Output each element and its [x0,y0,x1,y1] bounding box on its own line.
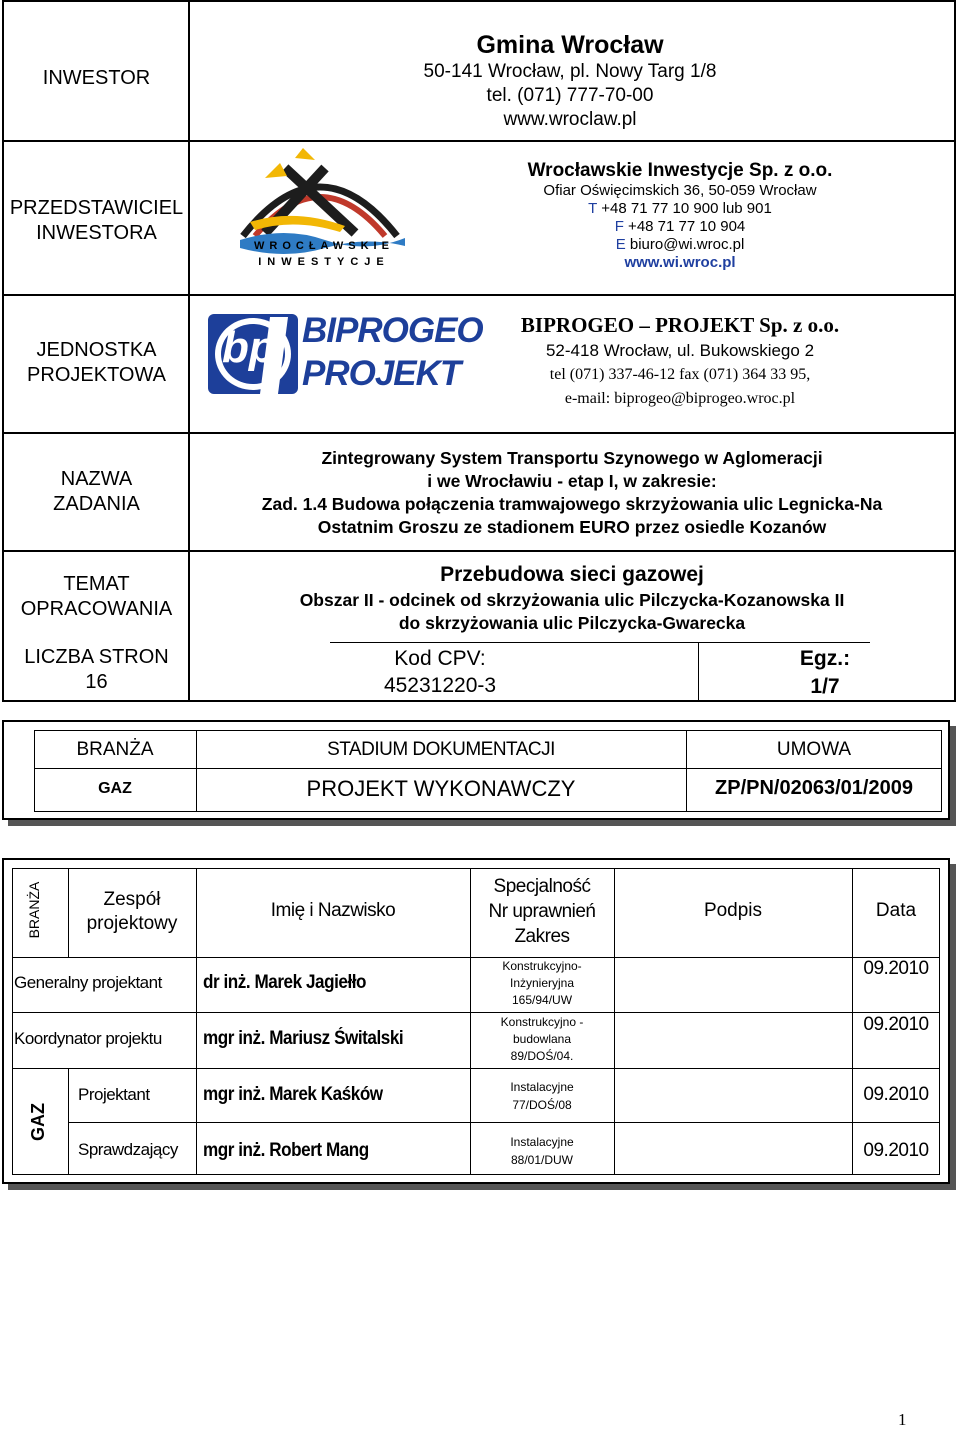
inwestor-tel: tel. (071) 777-70-00 [486,85,654,106]
team-spec-header: Specjalność Nr uprawnień Zakres [488,876,596,947]
umowa-header: UMOWA [776,739,852,760]
stadium-value: PROJEKT WYKONAWCZY [306,776,576,801]
branza-table-divider [34,730,942,731]
team-role: Sprawdzający [78,1140,178,1159]
stadium-header: STADIUM DOKUMENTACJI [327,739,555,760]
label-nazwa: NAZWA ZADANIA [53,468,140,515]
inwestor-address: 50-141 Wrocław, pl. Nowy Targ 1/8 [423,61,717,82]
kod-value: 45231220-3 [383,674,497,697]
label-inwestor: INWESTOR [42,67,151,89]
team-person-name: mgr inż. Mariusz Świtalski [203,1028,404,1049]
inwestor-block [380,30,760,132]
egz-value: 1/7 [810,675,840,698]
team-podpis-header: Podpis [703,900,763,921]
team-branza-value: GAZ [28,1103,48,1141]
team-grid-line [12,868,13,1175]
kod-divider [698,642,699,700]
jednostka-name: BIPROGEO – PROJEKT Sp. z o.o. [520,313,840,337]
temat-line2: Obszar II - odcinek od skrzyżowania ulic Pilczycka-Kozanowska II [299,590,845,610]
team-date: 09.2010 [863,958,929,979]
label-przedstawiciel: PRZEDSTAWICIEL INWESTORA [9,197,184,244]
nazwa-line4: Ostatnim Groszu ze stadionem EURO przez osiedle Kozanów [317,517,827,537]
team-branza-header: BRANŻA [26,881,42,939]
team-grid-line [12,1174,940,1175]
team-data-header: Data [875,900,917,921]
przedstawiciel-block [480,160,880,272]
kod-cpv [340,645,540,699]
nazwa-line2: i we Wrocławiu - etap I, w zakresie: [427,471,717,491]
row-divider [2,432,956,434]
team-date: 09.2010 [863,1014,929,1035]
jednostka-email: e-mail: biprogeo@biprogeo.wroc.pl [564,390,796,407]
page-number: 1 [898,1410,907,1429]
temat-line1: Przebudowa sieci gazowej [440,563,704,586]
branza-value: GAZ [98,780,132,797]
team-spec: Konstrukcyjno- Inżynieryjna 165/94/UW [502,959,582,1007]
wi-logo-line2: INWESTYCJE [258,256,390,268]
team-date: 09.2010 [863,1084,929,1105]
branza-table-divider [34,768,942,769]
team-imie-header: Imię i Nazwisko [270,900,396,921]
team-grid-line [68,1068,69,1175]
nazwa-line1: Zintegrowany System Transportu Szynowego w Aglomeracji [321,448,823,468]
nazwa-block [190,447,954,539]
nazwa-line3: Zad. 1.4 Budowa połączenia tramwajowego skrzyżowania ulic Legnicka-Na [261,494,883,514]
biprogeo-logo-line1: BIPROGEO [302,311,483,350]
row-divider [2,550,956,552]
jednostka-block [480,312,880,411]
kod-label: Kod CPV: [394,647,486,670]
label-jednostka: JEDNOSTKA PROJEKTOWA [27,339,166,386]
egz-label: Egz.: [799,647,851,670]
inwestor-www: www.wroclaw.pl [503,109,637,130]
team-role: Koordynator projektu [14,1029,162,1048]
team-grid-line [12,1012,940,1013]
egzemplarz [770,645,880,701]
przedstawiciel-email: E biuro@wi.wroc.pl [615,236,745,253]
label-temat: TEMAT OPRACOWANIA [20,573,173,620]
przedstawiciel-phone: T +48 71 77 10 900 lub 901 [588,200,772,217]
branza-table-divider [34,811,942,812]
wroclawskie-inwestycje-logo [225,148,415,273]
biprogeo-logo-bp: bp [222,323,276,372]
przedstawiciel-name: Wrocławskie Inwestycje Sp. z o.o. [527,160,833,181]
branza-header: BRANŻA [76,739,154,760]
team-role: Projektant [78,1085,150,1104]
przedstawiciel-address: Ofiar Oświęcimskich 36, 50-059 Wrocław [543,182,817,199]
jednostka-address: 52-418 Wrocław, ul. Bukowskiego 2 [545,341,815,360]
biprogeo-logo-line2: PROJEKT [302,354,461,393]
wi-logo-line1: WROCŁAWSKIE [254,240,394,252]
team-zespol-header: Zespół projektowy [86,889,178,934]
branza-table [2,720,950,820]
przedstawiciel-fax: F +48 71 77 10 904 [614,218,746,235]
temat-line3: do skrzyżowania ulic Pilczycka-Gwarecka [398,613,746,633]
label-liczba-stron: LICZBA STRON 16 [24,646,169,693]
team-spec: Instalacyjne 77/DOŚ/08 [510,1080,574,1112]
inwestor-name: Gmina Wrocław [476,31,664,59]
temat-block [190,561,954,635]
team-person-name: mgr inż. Marek Kaśków [203,1084,383,1105]
team-grid-line [12,1068,940,1069]
przedstawiciel-www: www.wi.wroc.pl [624,254,736,271]
team-grid-line [68,1122,940,1123]
row-divider [2,140,956,142]
team-person-name: dr inż. Marek Jagiełło [203,972,367,993]
team-spec: Instalacyjne 88/01/DUW [510,1135,574,1167]
kod-top-line [330,642,870,643]
umowa-value: ZP/PN/02063/01/2009 [715,777,913,799]
team-date: 09.2010 [863,1140,929,1161]
jednostka-tel: tel (071) 337-46-12 fax (071) 364 33 95, [549,366,811,383]
row-divider [2,294,956,296]
team-role: Generalny projektant [14,973,162,992]
team-person-name: mgr inż. Robert Mang [203,1140,369,1161]
team-grid-line [12,868,940,869]
team-spec: Konstrukcyjno - budowlana 89/DOŚ/04. [500,1015,584,1063]
